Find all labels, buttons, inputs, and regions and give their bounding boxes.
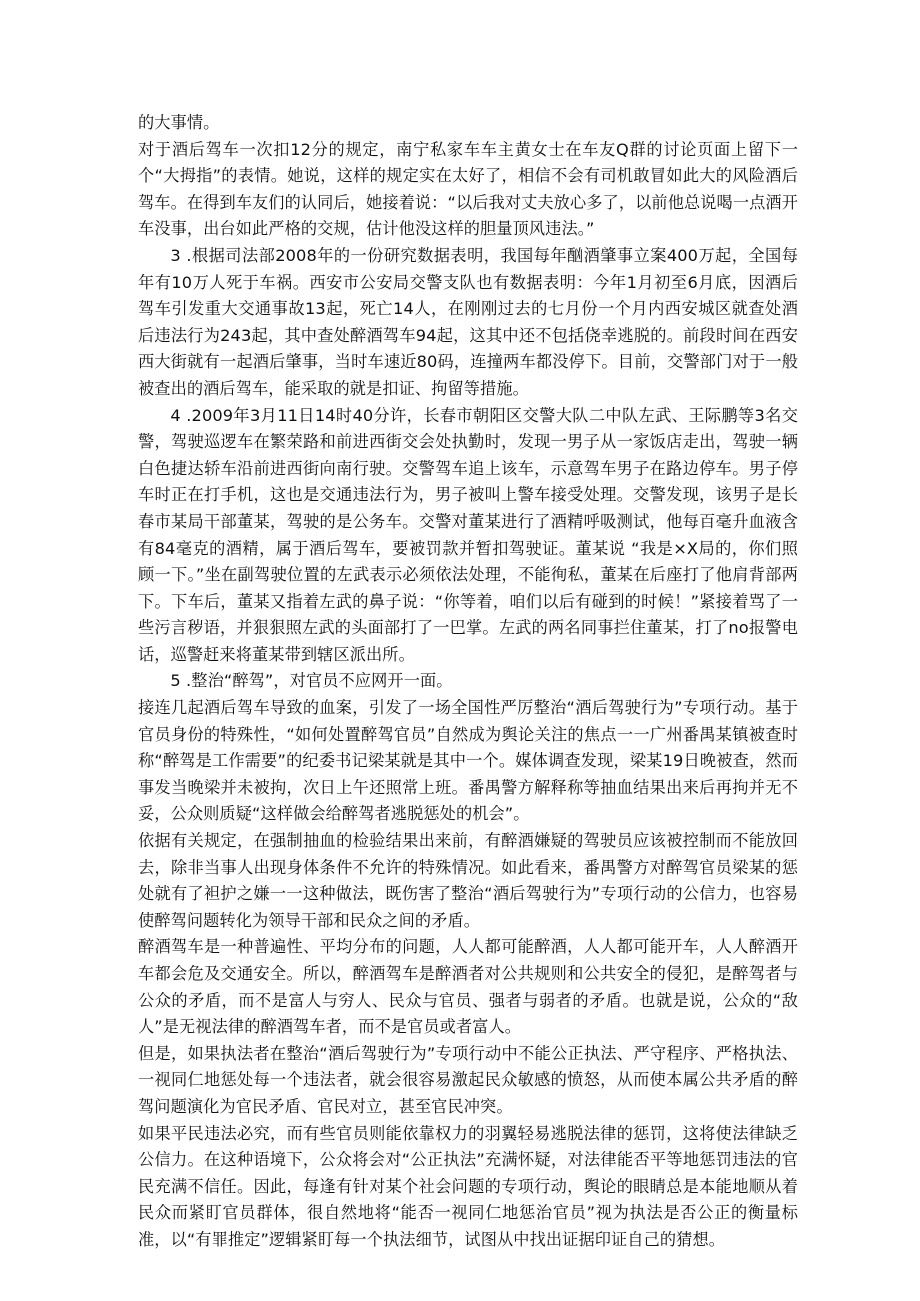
paragraph: 醉酒驾车是一种普遍性、平均分布的问题，人人都可能醉酒，人人都可能开车，人人醉酒开车都会危及交通安全。所以，醉酒驾车是醉酒者对公共规则和公共安全的侵犯，是醉驾者与公众的矛盾，而不是富人与穷人、民众与官员、强者与弱者的矛盾。也就是说，公众的“敌人”是无视法律的醉酒驾车者，而不是官员或者富人。 [138,937,798,1037]
paragraph: 但是，如果执法者在整治“酒后驾驶行为”专项行动中不能公正执法、严守程序、严格执法、一视同仁地惩处每一个违法者，就会很容易激起民众敏感的愤怒，从而使本属公共矛盾的醉驾问题演化为官民矛盾、官民对立，甚至官民冲突。 [138,1043,798,1116]
paragraph: 4 .2009年3月11日14时40分许，长春市朝阳区交警大队二中队左武、王际鹏等3名交警，驾驶巡逻车在繁荣路和前进西街交会处执勤时，发现一男子从一家饭店走出，驾驶一辆白色捷达轿车沿前进西街向南行驶。交警驾车追上该车，示意驾车男子在路边停车。男子停车时正在打手机，这也是交通违法行为，男子被叫上警车接受处理。交警发现，该男子是长春市某局干部董某，驾驶的是公务车。交警对董某进行了酒精呼吸测试，他每百毫升血液含有84毫克的酒精，属于酒后驾车，要被罚款并暂扣驾驶证。董某说 “我是×X局的，你们照顾一下。”坐在副驾驶位置的左武表示必须依法处理，不能徇私，董某在后座打了他肩背部两下。下车后，董某又指着左武的鼻子说：“你等着，咱们以后有碰到的时候！”紧接着骂了一些污言秽语，并狠狠照左武的头面部打了一巴掌。左武的两名同事拦住董某，打了no报警电话，巡警赶来将董某带到辖区派出所。 [138,405,798,664]
paragraph: 5 .整治“醉驾”，对官员不应网开一面。 [170,671,453,691]
paragraph: 3 .根据司法部2008年的一份研究数据表明，我国每年酗酒肇事立案400万起，全国每年有10万人死于车祸。西安市公安局交警支队也有数据表明：今年1月初至6月底，因酒后驾车引发重大交通事故13起，死亡14人，在刚刚过去的七月份一个月内西安城区就查处酒后违法行为243起，其中查处醉酒驾车94起，这其中还不包括侥幸逃脱的。前段时间在西安西大街就有一起酒后肇事，当时车速近80码，连撞两车都没停下。目前，交警部门对于一般被查出的酒后驾车，能采取的就是扣证、拘留等措施。 [138,245,798,398]
paragraph: 的大事情。 [138,113,220,132]
paragraph: 接连几起酒后驾车导致的血案，引发了一场全国性严厉整治“酒后驾驶行为”专项行动。基于官员身份的特殊性，“如何处置醉驾官员”自然成为舆论关注的焦点一一广州番禺某镇被查时称“醉驾是工作需要”的纪委书记梁某就是其中一个。媒体调查发现，梁某19日晚被查，然而事发当晚梁并未被拘，次日上午还照常上班。番禺警方解释称等抽血结果出来后再拘并无不妥，公众则质疑“这样做会给醉驾者逃脱惩处的机会”。 [138,698,798,824]
document-body [138,110,798,1254]
paragraph: 对于酒后驾车一次扣12分的规定，南宁私家车车主黄女士在车友Q群的讨论页面上留下一个“大拇指”的表情。她说，这样的规定实在太好了，相信不会有司机敢冒如此大的风险酒后驾车。在得到车友们的认同后，她接着说：“以后我对丈夫放心多了，以前他总说喝一点酒开车没事，出台如此严格的交规，估计他没这样的胆量顶风违法。” [138,139,798,239]
paragraph: 如果平民违法必究，而有些官员则能依靠权力的羽翼轻易逃脱法律的惩罚，这将使法律缺乏公信力。在这种语境下，公众将会对“公正执法”充满怀疑，对法律能否平等地惩罚违法的官民充满不信任。因此，每逢有针对某个社会问题的专项行动，舆论的眼睛总是本能地顺从着民众而紧盯官员群体，很自然地将“能否一视同仁地惩治官员”视为执法是否公正的衡量标准，以“有罪推定”逻辑紧盯每一个执法细节，试图从中找出证据印证自己的猜想。 [138,1123,798,1249]
paragraph: 依据有关规定，在强制抽血的检验结果出来前，有醉酒嫌疑的驾驶员应该被控制而不能放回去，除非当事人出现身体条件不允许的特殊情况。如此看来，番禺警方对醉驾官员梁某的惩处就有了袒护之嫌一一这种做法，既伤害了整治“酒后驾驶行为”专项行动的公信力，也容易使醉驾问题转化为领导干部和民众之间的矛盾。 [138,831,798,930]
